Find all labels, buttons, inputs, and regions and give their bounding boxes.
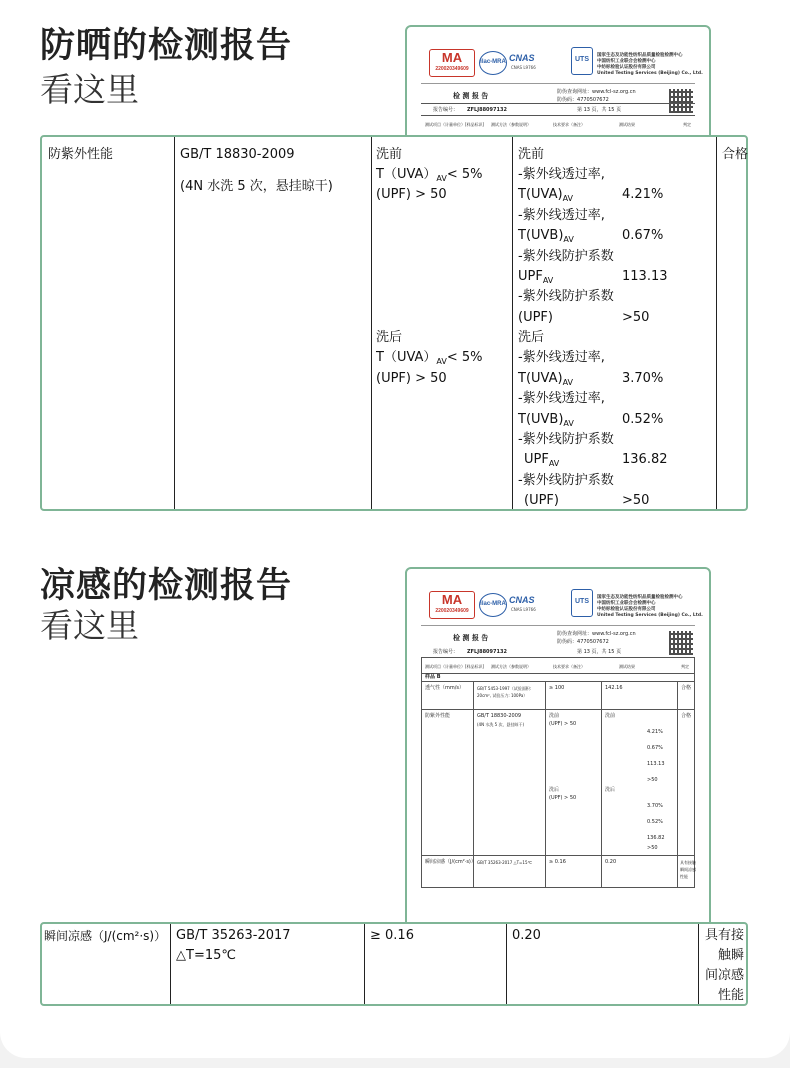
upf-av-label: $UPF_{AV}$ — [518, 269, 554, 285]
divider — [421, 625, 695, 626]
verify-code: 防伪码：4770507672 — [557, 97, 609, 103]
divider — [421, 115, 695, 116]
tuvb-label: $T(UVB)_{AV}$ — [518, 228, 574, 244]
section-title-uv: 防晒的检测报告 — [40, 26, 293, 66]
upf-label: -紫外线防护系数 — [518, 289, 614, 304]
mini-row-uv-item: 防紫外性能 — [425, 713, 451, 719]
mini-row-uv-method-note: (4N 水洗 5 次，悬挂晾干) — [477, 722, 525, 727]
upf-paren-label: (UPF) — [518, 310, 553, 325]
ilac-logo-icon: ilac-MRA — [479, 593, 507, 617]
mini-row-cool-result: 0.20 — [605, 859, 617, 865]
col-header-requirement: 技术要求（备注） — [553, 122, 585, 127]
uv-after-req-uva: $T(UVA)_{AV}< 5\%$ — [376, 350, 483, 366]
cnas-number: CNAS L9766 — [511, 607, 536, 612]
upf-paren-label: (UPF) — [524, 493, 559, 508]
cnas-number: CNAS L9766 — [511, 65, 536, 70]
col-header-verdict: 判定 — [681, 664, 689, 669]
divider — [677, 681, 678, 887]
cool-verdict-line: 具有接 — [704, 928, 744, 943]
upf-av-label: $UPF_{AV}$ — [524, 452, 560, 468]
tuva-before-value: 4.21% — [622, 187, 664, 202]
upf-label: -紫外线防护系数 — [518, 432, 614, 447]
mini-row-uv-before-req: (UPF) > 50 — [549, 721, 577, 727]
cool-verdict-line: 间凉感 — [704, 968, 744, 983]
qr-code-icon — [669, 631, 693, 655]
mini-row-uv-after: 洗后 — [549, 787, 560, 793]
col-header-result: 测试结果 — [619, 122, 635, 127]
verify-url: 防伪查询网址：www.fcl-sz.org.cn — [557, 631, 636, 637]
col-header-requirement: 技术要求（备注） — [553, 664, 585, 669]
uv-before-req-uva: $T(UVA)_{AV}< 5\%$ — [376, 167, 483, 183]
divider — [421, 657, 422, 887]
uts-logo-icon: UTS — [571, 47, 593, 75]
mini-row-cool-verdict: 具有接触瞬间凉感性能 — [680, 860, 696, 879]
divider — [545, 681, 546, 887]
uv-verdict: 合格 — [722, 147, 749, 162]
cool-method: GB/T 35263-2017 — [176, 928, 291, 943]
mini-row-uv-upf: 113.13 — [647, 761, 665, 767]
tuvb-after-value: 0.52% — [622, 412, 664, 427]
uvb-label: -紫外线透过率, — [518, 208, 605, 223]
mini-row-uv-result-before: 洗前 — [605, 713, 616, 719]
mini-row-air-verdict: 合格 — [681, 685, 692, 691]
ma-seal-icon: MA 220020349609 — [429, 591, 475, 619]
mini-row-uv-after-req: (UPF) > 50 — [549, 795, 577, 801]
divider — [421, 855, 695, 856]
uv-result-table — [40, 135, 748, 511]
cnas-logo-icon: CNAS — [509, 595, 535, 605]
mini-row-uv-tuvb: 0.67% — [647, 745, 663, 751]
col-divider — [512, 137, 513, 509]
uv-item: 防紫外性能 — [48, 147, 114, 162]
ilac-logo-icon: ilac-MRA — [479, 51, 507, 75]
cool-requirement: ≥ 0.16 — [370, 928, 414, 943]
org-name-block: 国家生态及功能性纺织品质量检验检测中心 中国纺织工业联合会检测中心 中纺标检验认证股份有限公司 United Testing Services (Beijing) Co., Ltd. — [597, 595, 703, 618]
divider — [473, 681, 474, 887]
section-subtitle-uv: 看这里 — [40, 70, 139, 109]
col-header-method: 测试方法（参数说明） — [491, 122, 531, 127]
uv-after-label: 洗后 — [376, 330, 403, 345]
upf-after-value: 136.82 — [622, 452, 668, 467]
report-no: ZFLJ88097132 — [467, 107, 507, 113]
col-header-verdict: 判定 — [683, 122, 691, 127]
upf-min-before-value: >50 — [622, 310, 650, 325]
upf-min-after-value: >50 — [622, 493, 650, 508]
divider — [421, 83, 695, 84]
col-header-item: 测试项目（计量单位）[样品标识] — [425, 664, 485, 669]
sample-label: 样品 B — [425, 674, 441, 680]
tuvb-before-value: 0.67% — [622, 228, 664, 243]
mini-row-uv-before: 洗前 — [549, 713, 560, 719]
tuva-label: $T(UVA)_{AV}$ — [518, 187, 573, 203]
cool-verdict-line: 触瞬 — [717, 948, 744, 963]
qr-code-icon — [669, 89, 693, 113]
col-divider — [716, 137, 717, 509]
col-divider — [698, 924, 699, 1004]
upf-label: -紫外线防护系数 — [518, 473, 614, 488]
mini-row-cool-method: GB/T 35263-2017 △T=15℃ — [477, 860, 532, 865]
mini-row-cool-item: 瞬间凉感（J/(cm²·s)） — [425, 859, 476, 865]
tuvb-label: $T(UVB)_{AV}$ — [518, 412, 574, 428]
tuva-after-value: 3.70% — [622, 371, 664, 386]
section-subtitle-cool: 看这里 — [40, 606, 139, 645]
report-no: ZFLJ88097132 — [467, 649, 507, 655]
col-header-result: 测试结果 — [619, 664, 635, 669]
org-name-block: 国家生态及功能性纺织品质量检验检测中心 中国纺织工业联合会检测中心 中纺标检验认证股份有限公司 United Testing Services (Beijing) Co., Ltd. — [597, 53, 703, 76]
col-divider — [174, 137, 175, 509]
cnas-logo-icon: CNAS — [509, 53, 535, 63]
uva-label: -紫外线透过率, — [518, 350, 605, 365]
mini-row-air-result: 142.16 — [605, 685, 623, 691]
col-header-method: 测试方法（参数说明） — [491, 664, 531, 669]
uv-method: GB/T 18830-2009 — [180, 147, 295, 162]
col-divider — [364, 924, 365, 1004]
uv-method-note: (4N 水洗 5 次，悬挂晾干) — [180, 179, 333, 194]
divider — [694, 657, 695, 887]
report-title: 检 测 报 告 — [453, 92, 489, 100]
cool-result-table — [40, 922, 748, 1006]
cool-item: 瞬间凉感（J/(cm²·s)） — [44, 929, 167, 943]
cool-verdict-line: 性能 — [717, 988, 744, 1003]
page-info: 第 13 页，共 15 页 — [577, 649, 622, 655]
mini-row-uv-upfmin: >50 — [647, 777, 658, 783]
divider — [421, 657, 695, 658]
mini-row-air-item: 透气性（mm/s） — [425, 685, 465, 691]
mini-row-air-req: ≥ 100 — [549, 685, 565, 691]
report-thumbnail-cool — [405, 567, 711, 931]
section-title-cool: 凉感的检测报告 — [40, 566, 293, 606]
col-divider — [506, 924, 507, 1004]
mini-row-uv-tuvb-after: 0.52% — [647, 819, 663, 825]
ma-seal-icon: MA 220020349609 — [429, 49, 475, 77]
mini-row-cool-req: ≥ 0.16 — [549, 859, 566, 865]
report-title: 检 测 报 告 — [453, 634, 489, 642]
verify-code: 防伪码：4770507672 — [557, 639, 609, 645]
cool-result: 0.20 — [512, 928, 541, 943]
report-no-label: 报告编号： — [433, 107, 459, 113]
cool-method-note: △T=15℃ — [176, 948, 236, 963]
page-info: 第 13 页，共 15 页 — [577, 107, 622, 113]
uv-before-req-upf: (UPF) > 50 — [376, 187, 447, 202]
result-before-label: 洗前 — [518, 147, 545, 162]
upf-before-value: 113.13 — [622, 269, 668, 284]
result-after-label: 洗后 — [518, 330, 545, 345]
mini-row-uv-result-after: 洗后 — [605, 787, 616, 793]
uv-after-req-upf: (UPF) > 50 — [376, 371, 447, 386]
uv-before-label: 洗前 — [376, 147, 403, 162]
divider — [421, 673, 695, 674]
uts-logo-icon: UTS — [571, 589, 593, 617]
uva-label: -紫外线透过率, — [518, 167, 605, 182]
col-divider — [371, 137, 372, 509]
mini-row-uv-tuva: 4.21% — [647, 729, 663, 735]
report-no-label: 报告编号： — [433, 649, 459, 655]
upf-label: -紫外线防护系数 — [518, 249, 614, 264]
mini-row-uv-verdict: 合格 — [681, 713, 692, 719]
col-divider — [170, 924, 171, 1004]
divider — [601, 681, 602, 887]
tuva-label: $T(UVA)_{AV}$ — [518, 371, 573, 387]
divider — [421, 681, 695, 682]
mini-row-uv-tuva-after: 3.70% — [647, 803, 663, 809]
mini-row-uv-method: GB/T 18830-2009 — [477, 713, 522, 719]
mini-row-air-method: GB/T 5453-1997（试验面积: 20cm², 试验压力: 100Pa） — [477, 686, 532, 698]
report-thumbnail-uv — [405, 25, 711, 149]
divider — [421, 709, 695, 710]
mini-row-uv-upf-after: 136.82 — [647, 835, 665, 841]
uvb-label: -紫外线透过率, — [518, 391, 605, 406]
mini-row-uv-upfmin-after: >50 — [647, 845, 658, 851]
divider — [421, 103, 695, 104]
divider — [421, 887, 695, 888]
verify-url: 防伪查询网址：www.fcl-sz.org.cn — [557, 89, 636, 95]
col-header-item: 测试项目（计量单位）[样品标识] — [425, 122, 485, 127]
